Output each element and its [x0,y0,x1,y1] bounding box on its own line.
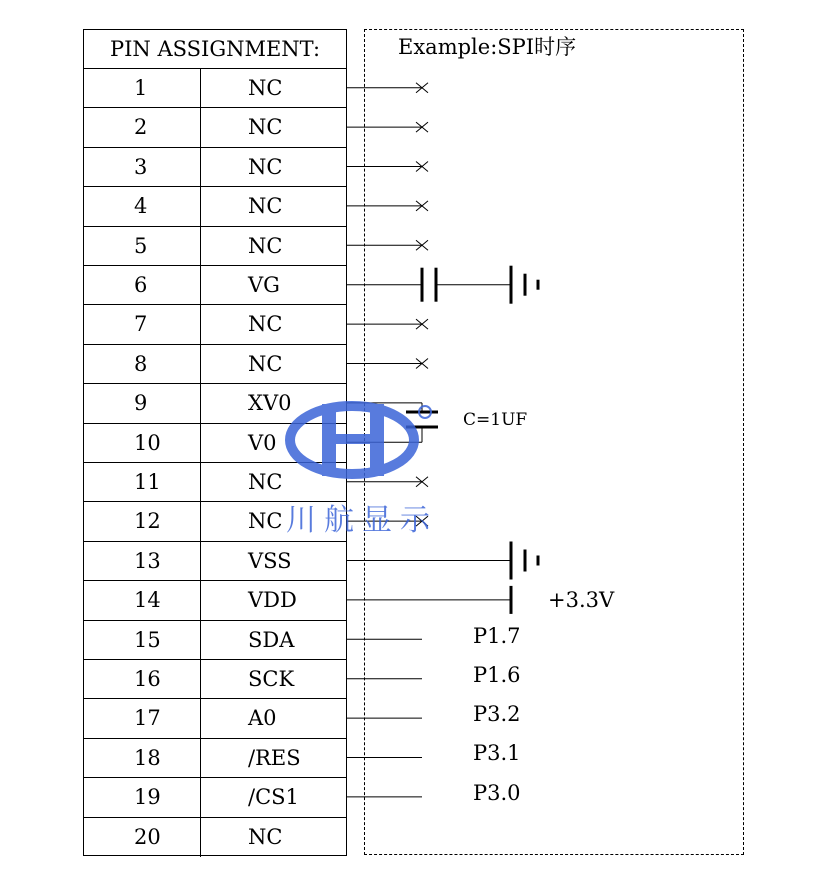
supply-label: +3.3V [548,588,615,612]
pin-signal: SCK [248,667,295,691]
pin-number: 14 [84,581,201,619]
pin-number: 3 [84,148,201,186]
pin-signal: NC [248,351,283,376]
pin-signal: SDA [248,627,295,652]
pin-number: 19 [84,778,201,816]
pin-signal: VSS [248,548,292,573]
pin-number: 9 [84,384,201,422]
pin-number: 5 [84,227,201,265]
pin-number: 18 [84,739,201,777]
port-label-cs1: P3.0 [473,781,521,805]
pin-signal: NC [248,115,283,140]
pin-signal: /RES [248,745,301,770]
pin-number: 6 [84,266,201,304]
table-header: PIN ASSIGNMENT: [84,30,346,69]
pin-signal: NC [248,824,283,849]
example-title: Example:SPI时序 [398,35,577,59]
pin-signal: /CS1 [248,785,299,810]
logo-bar [330,434,376,444]
pin-signal: NC [248,154,283,179]
pin-number: 13 [84,542,201,580]
port-label-sda: P1.7 [473,624,521,648]
pin-number: 16 [84,660,201,698]
pin-signal: NC [248,76,283,100]
port-label-a0: P3.2 [473,702,521,726]
port-label-sck: P1.6 [473,663,521,687]
pin-signal: NC [248,194,283,219]
pin-number: 17 [84,699,201,737]
port-label-res: P3.1 [473,741,521,765]
pin-signal: NC [248,509,283,534]
pin-number: 20 [84,818,201,857]
pin-number: 10 [84,424,201,462]
pin-number: 2 [84,108,201,146]
pin-signal: A0 [248,706,277,731]
pin-number: 12 [84,502,201,540]
pin-signal: VDD [248,588,297,613]
pin-number: 4 [84,187,201,225]
watermark-logo [290,404,431,476]
pin-signal: NC [248,470,283,494]
pin-number: 7 [84,305,201,343]
pin-number: 11 [84,463,201,501]
pin-number: 8 [84,345,201,383]
pin-number: 1 [84,69,201,107]
pin-signal: NC [248,312,283,337]
pin-signal: VG [248,273,280,297]
pin-signal: XV0 [248,391,292,416]
pin-number: 15 [84,621,201,659]
pin-signal: NC [248,233,283,258]
watermark-text: 川航显示 [286,503,438,538]
pin-signal: V0 [248,430,277,455]
capacitor-label: C=1UF [463,410,528,430]
